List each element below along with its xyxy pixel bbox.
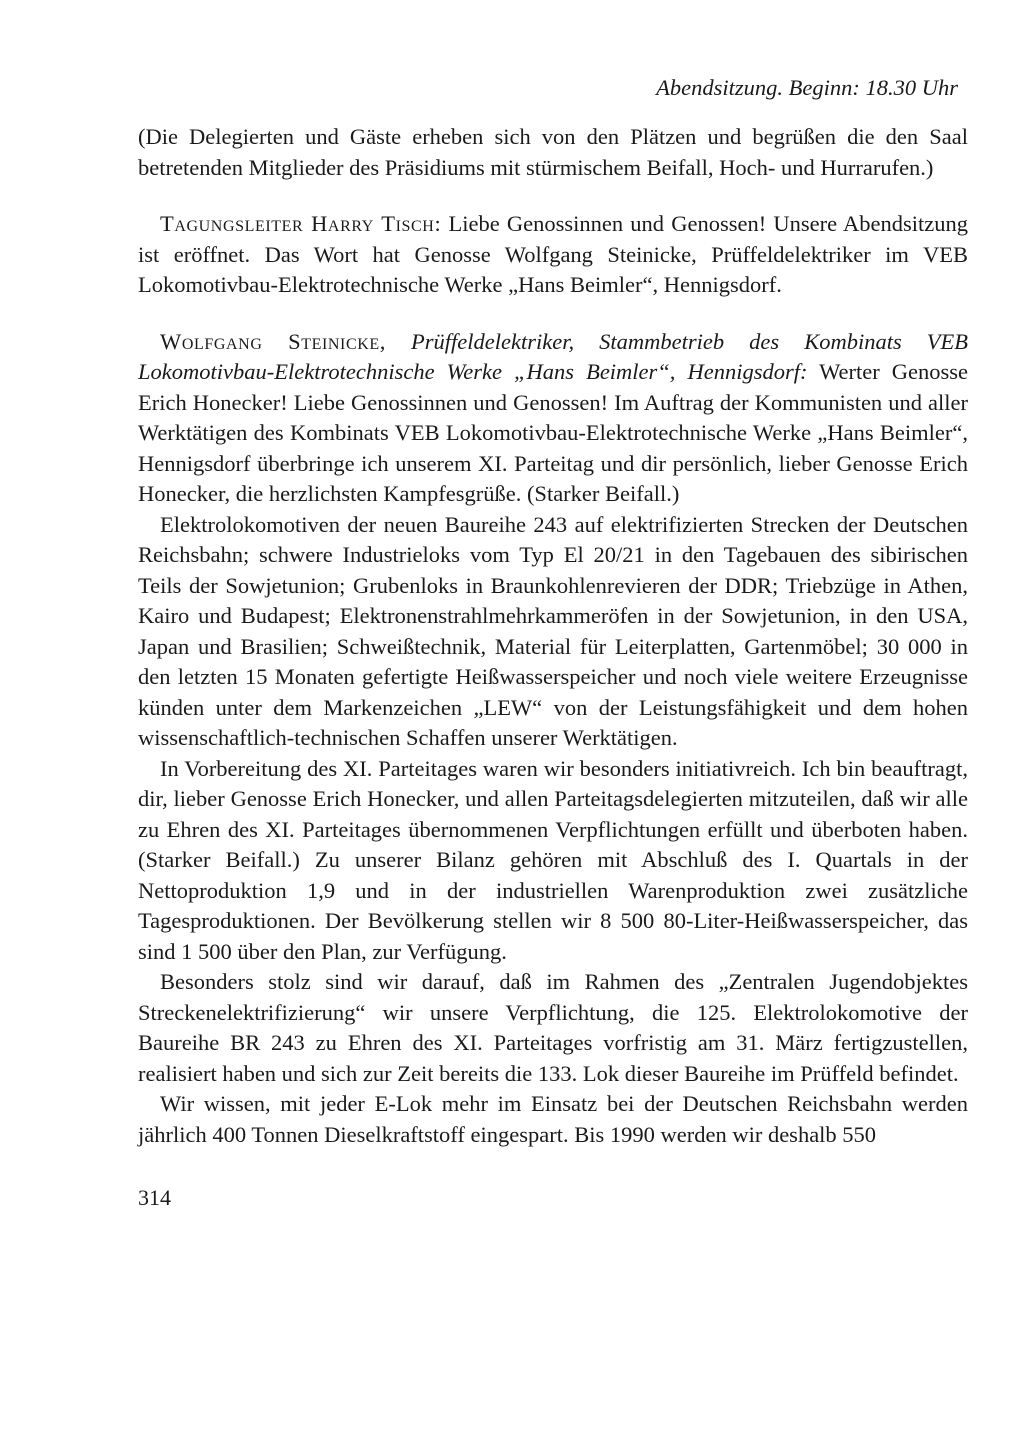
- delegate-speech-paragraph: [138, 327, 968, 510]
- products-paragraph: Elektrolokomotiven der neuen Baureihe 243 auf elektrifizierten Strecken der Deutschen Reichsbahn; schwere Industrieloks vom Typ El 20/21 in den Tagebauen des sibirischen Teils der Sowjetunion; Grubenloks in Braunkohlenrevieren der DDR; Triebzüge in Athen, Kairo und Budapest; Elektronenstrahlmehrkammeröfen in der Sowjetunion, in den USA, Japan und Brasilien; Schweißtechnik, Material für Leiterplatten, Gartenmöbel; 30 000 in den letzten 15 Monaten gefertigte Heißwasserspeicher und noch viele weitere Erzeugnisse künden unter dem Markenzeichen „LEW“ von der Leistungsfähigkeit und dem hohen wissenschaftlich-technischen Schaffen unserer Werktätigen.: [138, 511, 968, 750]
- page-number: 314: [138, 1185, 171, 1210]
- speaker-name-delegate: Wolfgang Steinicke,: [160, 328, 387, 354]
- chair-speech-paragraph: [138, 209, 968, 301]
- preparation-paragraph: In Vorbereitung des XI. Parteitages waren wir besonders initiativreich. Ich bin beauftragt, dir, lieber Genosse Erich Honecker, und allen Parteitagsdelegierten mitzuteilen, daß wir alle zu Ehren des XI. Parteitages übernommenen Verpflichtungen erfüllt und überboten haben. (Starker Beifall.) Zu unserer Bilanz gehören mit Abschluß des I. Quartals in der Nettoproduktion 1,9 und in der industriellen Warenproduktion zwei zusätzliche Tagesproduktionen. Der Bevölkerung stellen wir 8 500 80-Liter-Heißwasserspeicher, das sind 1 500 über den Plan, zur Verfügung.: [138, 755, 968, 964]
- delegate-speech-text: Werter Genosse Erich Honecker! Liebe Genossinnen und Genossen! Im Auftrag der Kommunisten und aller Werktätigen des Kombinats VEB Lokomotivbau-Elektrotechnische Werke „Hans Beimler“, Hennigsdorf überbringe ich unserem XI. Parteitag und dir persönlich, lieber Genosse Erich Honecker, die herzlichsten Kampfesgrüße. (Starker Beifall.): [138, 359, 968, 506]
- diesel-savings-paragraph: Wir wissen, mit jeder E-Lok mehr im Einsatz bei der Deutschen Reichsbahn werden jährlich 400 Tonnen Dieselkraftstoff eingespart. Bis 1990 werden wir deshalb 550: [138, 1091, 968, 1147]
- document-page: [138, 70, 968, 1212]
- youth-project-paragraph: Besonders stolz sind wir darauf, daß im Rahmen des „Zentralen Jugendobjektes Streckenelektrifizierung“ wir unsere Verpflichtung, die 125. Elektrolokomotive der Baureihe BR 243 zu Ehren des XI. Parteitages vorfristig am 31. März fertigzustellen, realisiert haben und sich zur Zeit bereits die 133. Lok dieser Baureihe im Prüffeld befindet.: [138, 969, 968, 1086]
- speaker-role: Prüffeldelektriker, Stammbetrieb des Kombinats VEB Lokomotivbau-Elektrotechnische Werke „Hans Beimler“, Hennigsdorf:: [138, 328, 968, 384]
- stage-direction-paragraph: (Die Delegierten und Gäste erheben sich von den Plätzen und begrüßen die den Saal betretenden Mitglieder des Präsidiums mit stürmischem Beifall, Hoch- und Hurrarufen.): [138, 124, 968, 180]
- session-heading: Abendsitzung. Beginn: 18.30 Uhr: [656, 75, 958, 100]
- speaker-name-chair: Tagungsleiter Harry Tisch:: [160, 211, 442, 236]
- chair-speech-text: Liebe Genossinnen und Genossen! Unsere Abendsitzung ist eröffnet. Das Wort hat Genosse Wolfgang Steinicke, Prüffeldelektriker im VEB Lokomotivbau-Elektrotechnische Werke „Hans Beimler“, Hennigsdorf.: [138, 211, 968, 297]
